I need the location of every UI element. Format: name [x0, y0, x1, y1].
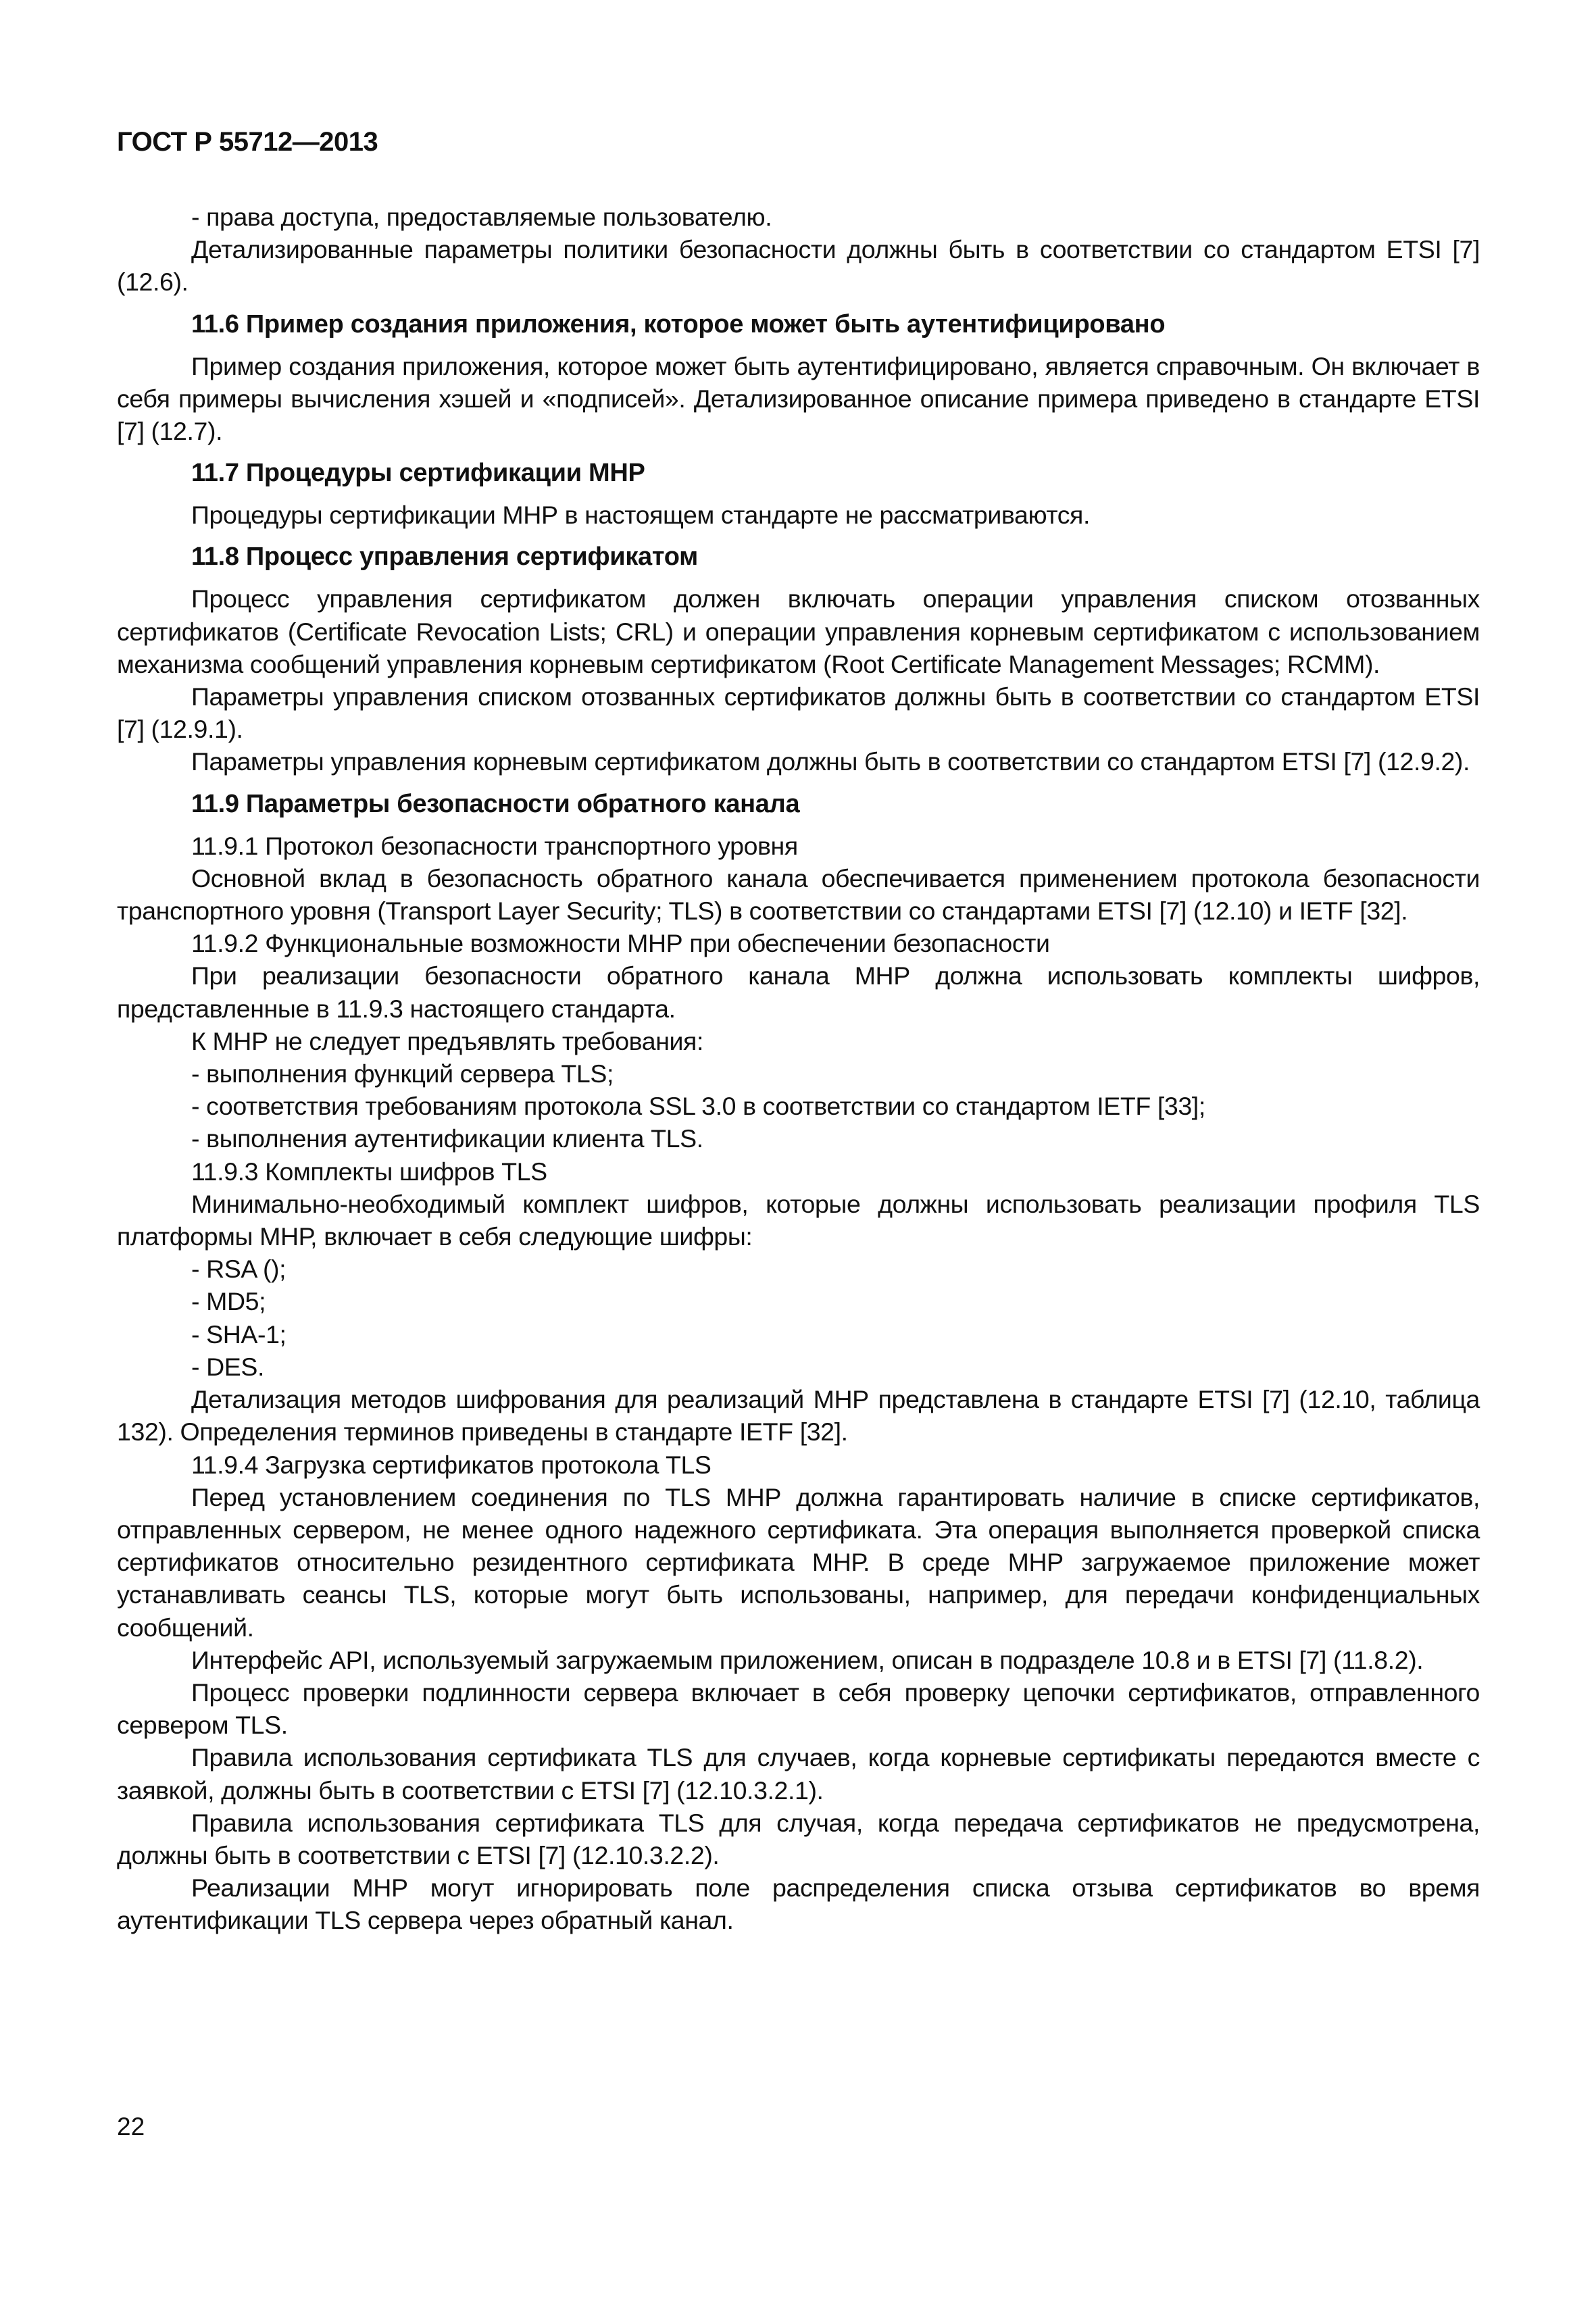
list-item: - соответствия требованиям протокола SSL 3.0 в соответствии со стандартом IETF [33]; [191, 1092, 1205, 1121]
section-11-7-paragraph: Процедуры сертификации МНР в настоящем стандарте не рассматриваются. [191, 501, 1090, 530]
subsection-heading-11-9-3: 11.9.3 Комплекты шифров TLS [191, 1157, 547, 1186]
intro-list-item: - права доступа, предоставляемые пользователю. [191, 203, 772, 231]
section-11-8-paragraph: Процесс управления сертификатом должен включать операции управления списком отозванных сертификатов (Certificate Revocation Lists; CRL) и операции управления корневым сертификатом с использованием механизма сообщений управления корневым сертификатом (Root Certificate Management Messages; RCMM). [117, 584, 1480, 678]
subsection-11-9-4-paragraph: Правила использования сертификата TLS для случая, когда передача сертификатов не предусмотрена, должны быть в соответствии с ETSI [7] (12.10.3.2.2). [117, 1808, 1480, 1869]
subsection-heading-11-9-2: 11.9.2 Функциональные возможности МНР при обеспечении безопасности [191, 929, 1050, 958]
list-item: - RSA (); [191, 1255, 286, 1284]
intro-paragraph: Детализированные параметры политики безопасности должны быть в соответствии со стандартом ETSI [7] (12.6). [117, 235, 1480, 297]
subsection-11-9-2-paragraph: При реализации безопасности обратного канала МНР должна использовать комплекты шифров, представленные в 11.9.3 настоящего стандарта. [117, 961, 1480, 1023]
subsection-11-9-2-paragraph: К МНР не следует предъявлять требования: [191, 1026, 703, 1055]
subsection-11-9-4-paragraph: Перед установлением соединения по TLS МНР должна гарантировать наличие в списке сертификатов, отправленных сервером, не менее одного надежного сертификата. Эта операция выполняется проверкой списка сертификатов относительно резидентного сертификата МНР. В среде МНР загружаемое приложение может устанавливать сеансы TLS, которые могут быть использованы, например, для передачи конфиденциальных сообщений. [117, 1482, 1480, 1642]
document-id-header: ГОСТ Р 55712—2013 [117, 127, 378, 157]
section-heading-11-9: 11.9 Параметры безопасности обратного канала [191, 789, 800, 818]
subsection-11-9-1-paragraph: Основной вклад в безопасность обратного канала обеспечивается применением протокола безопасности транспортного уровня (Transport Layer Security; TLS) в соответствии со стандартами ETSI [7] (12.10) и IETF [32]. [117, 863, 1480, 926]
page-number: 22 [117, 2113, 145, 2140]
section-11-8-paragraph: Параметры управления корневым сертификатом должны быть в соответствии со стандартом ETSI [7] (12.9.2). [191, 747, 1470, 776]
list-item: - выполнения функций сервера TLS; [191, 1059, 614, 1088]
section-heading-11-8: 11.8 Процесс управления сертификатом [191, 543, 698, 572]
subsection-heading-11-9-1: 11.9.1 Протокол безопасности транспортного уровня [191, 831, 798, 860]
subsection-11-9-4-paragraph: Процесс проверки подлинности сервера включает в себя проверку цепочки сертификатов, отправленного сервером TLS. [117, 1678, 1480, 1740]
section-heading-11-6: 11.6 Пример создания приложения, которое может быть аутентифицировано [191, 309, 1166, 338]
section-11-6-paragraph: Пример создания приложения, которое может быть аутентифицировано, является справочным. Он включает в себя примеры вычисления хэшей и «подписей». Детализированное описание примера приведено в стандарте ETSI [7] (12.7). [117, 351, 1480, 446]
subsection-11-9-4-paragraph: Реализации МНР могут игнорировать поле распределения списка отзыва сертификатов во время аутентификации TLS сервера через обратный канал. [117, 1873, 1480, 1935]
section-11-8-paragraph: Параметры управления списком отозванных сертификатов должны быть в соответствии со стандартом ETSI [7] (12.9.1). [117, 682, 1480, 744]
list-item: - MD5; [191, 1287, 266, 1316]
subsection-11-9-3-paragraph: Минимально-необходимый комплект шифров, которые должны использовать реализации профиля TLS платформы МНР, включает в себя следующие шифры: [117, 1189, 1480, 1251]
subsection-11-9-3-paragraph: Детализация методов шифрования для реализаций МНР представлена в стандарте ETSI [7] (12.10, таблица 132). Определения терминов приведены в стандарте IETF [32]. [117, 1385, 1480, 1447]
section-heading-11-7: 11.7 Процедуры сертификации МНР [191, 459, 645, 488]
list-item: - выполнения аутентификации клиента TLS. [191, 1124, 703, 1153]
list-item: - DES. [191, 1352, 265, 1381]
page-content [117, 201, 1480, 1937]
list-item: - SHA-1; [191, 1319, 286, 1349]
subsection-heading-11-9-4: 11.9.4 Загрузка сертификатов протокола TLS [191, 1450, 712, 1479]
subsection-11-9-4-paragraph: Правила использования сертификата TLS для случаев, когда корневые сертификаты передаются вместе с заявкой, должны быть в соответствии с ETSI [7] (12.10.3.2.1). [117, 1743, 1480, 1805]
subsection-11-9-4-paragraph: Интерфейс API, используемый загружаемым приложением, описан в подразделе 10.8 и в ETSI [7] (11.8.2). [191, 1645, 1424, 1674]
